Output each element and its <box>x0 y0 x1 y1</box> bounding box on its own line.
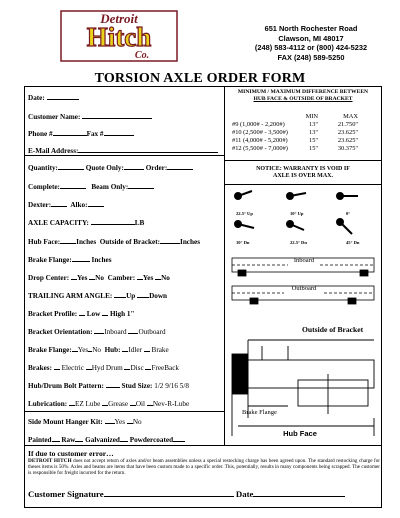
bolt-pattern-row[interactable]: Hub/Drum Bolt Pattern: Stud Size: 1/2 9/16 5/8 <box>28 382 189 390</box>
divider <box>224 184 382 185</box>
brake-flange-row[interactable]: Brake Flange: Inches <box>28 256 112 264</box>
brake-hub-row[interactable]: Brake Flange: Yes No Hub: Idler Brake <box>28 346 169 354</box>
arm-angle-icon <box>287 193 306 199</box>
customer-error-heading: If due to customer error… <box>28 449 114 458</box>
warranty-notice: NOTICE: WARRANTY IS VOID IF AXLE IS OVER MAX. <box>256 166 350 179</box>
minmax-row: #11 (4,000# - 5,200#) 15" 23.625" <box>232 137 358 144</box>
address-city: Clawson, MI 48017 <box>278 33 344 43</box>
bracket-orientation-row[interactable]: Bracket Orientation: Inboard Outboard <box>28 328 166 336</box>
inboard-label: Inboard <box>293 257 315 264</box>
lubrication-row[interactable]: Lubrication: EZ Lube Grease Oil Nev-R-Lube <box>28 400 190 408</box>
angle-label: 45° Dn <box>346 240 360 245</box>
bracket-profile-row[interactable]: Bracket Profile: Low High 1" <box>28 310 135 318</box>
company-address <box>228 24 394 62</box>
signature-row[interactable]: Customer Signature Date <box>28 488 345 499</box>
hub-face-row[interactable]: Hub Face: Inches Outside of Bracket: Inches <box>28 238 200 246</box>
angle-label: 22.5° Dn <box>290 240 307 245</box>
form-title: TORSION AXLE ORDER FORM <box>94 71 306 86</box>
finish-row[interactable]: Painted Raw Galvanized Powdercoated <box>28 434 185 444</box>
divider <box>224 160 382 161</box>
minmax-row: #9 (1,000# - 2,200#) 13" 21.750" <box>232 121 358 128</box>
arm-angle-icon <box>235 221 254 228</box>
brakes-row[interactable]: Brakes: Electric Hyd Drum Disc FreeBack <box>28 364 179 372</box>
column-divider <box>224 86 225 446</box>
arm-angle-icon <box>287 221 304 230</box>
restocking-disclaimer: DETROIT HITCH does not accept return of axles and/or beam assemblies unless a special restocking charge has been agreed upon. The standard restocking charge for theses items is 50%. Axles and beams are items that have been custom made to a specific order. This, potentially, results in many components being scrapped. The customer is responsible for freight incurred for the return. <box>28 458 380 477</box>
minmax-row: #12 (5,500# - 7,000#) 15" 30.375" <box>232 145 358 152</box>
minmax-row: #10 (2,500# - 3,500#) 13" 23.625" <box>232 129 358 136</box>
angle-label: 22.5° Up <box>236 211 253 216</box>
outboard-label: Outboard <box>291 285 317 292</box>
bracket-orientation-diagrams <box>228 252 380 314</box>
svg-text:Co.: Co. <box>134 50 150 61</box>
trailing-arm-row[interactable]: TRAILING ARM ANGLE: Up Down <box>28 292 168 300</box>
arm-angle-icon <box>337 193 358 199</box>
drop-center-row[interactable]: Drop Center: Yes No Camber: Yes No <box>28 274 170 282</box>
angle-label: 0° <box>346 211 351 216</box>
customer-name-field[interactable]: Customer Name: <box>28 111 152 121</box>
address-street: 651 North Rochester Road <box>264 24 358 33</box>
complete-row[interactable]: Complete: Beam Only: <box>28 181 154 191</box>
angle-label: 10° Up <box>290 211 304 216</box>
hub-face-diagram <box>228 318 380 444</box>
divider <box>24 411 224 412</box>
minmax-col-header: MIN MAX <box>305 113 358 120</box>
phone-fax-field[interactable]: Phone # Fax # <box>28 128 134 138</box>
axle-capacity-field[interactable]: AXLE CAPACITY: LB <box>28 219 145 227</box>
outside-of-bracket-label: Outside of Bracket <box>302 325 364 334</box>
divider <box>24 155 224 156</box>
side-mount-row[interactable]: Side Mount Hanger Kit: Yes No <box>28 418 142 426</box>
brand-row[interactable]: Dexter: Alko: <box>28 199 104 209</box>
address-fax: FAX (248) 589-5250 <box>277 52 345 62</box>
quantity-row[interactable]: Quantity: Quote Only: Order: <box>28 162 193 172</box>
email-field[interactable]: E-Mail Address: <box>28 145 218 155</box>
date-field[interactable]: Date: <box>28 92 79 102</box>
detroit-hitch-logo <box>60 10 178 62</box>
arm-angle-icon <box>235 191 252 199</box>
trailing-arm-angle-diagrams <box>228 190 380 246</box>
address-phone: (248) 583-4112 or (800) 424-5232 <box>254 43 368 53</box>
hub-face-label: Hub Face <box>283 429 317 438</box>
brake-flange-label: Brake Flange <box>242 409 277 416</box>
minmax-heading: MINIMUM / MAXIMUM DIFFERENCE BETWEEN HUB FACE & OUTSIDE OF BRACKET <box>237 89 369 102</box>
svg-text:Hitch: Hitch <box>86 22 152 52</box>
angle-label: 10° Dn <box>236 240 250 245</box>
svg-text:Detroit: Detroit <box>100 11 138 26</box>
arm-angle-icon <box>337 219 352 234</box>
